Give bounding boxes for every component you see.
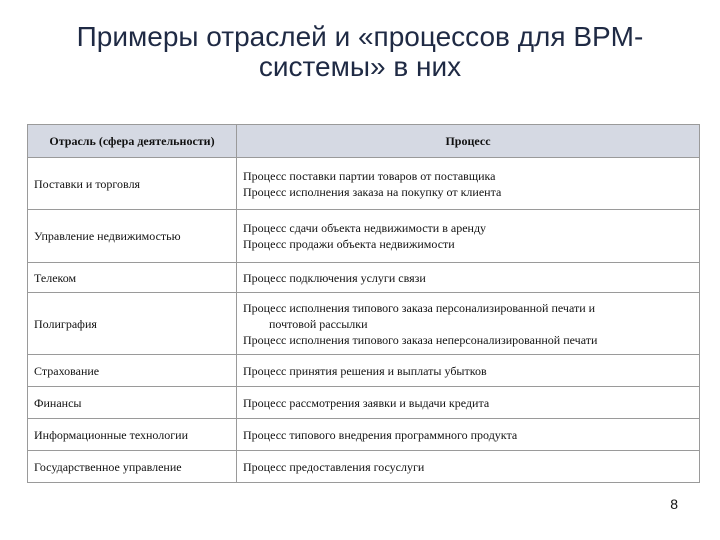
process-line: Процесс исполнения заказа на покупку от клиента [243, 184, 502, 199]
header-industry: Отрасль (сфера деятельности) [28, 125, 237, 158]
process-cell [237, 387, 700, 419]
process-line: Процесс продажи объекта недвижимости [243, 237, 455, 251]
industries-table [27, 124, 700, 483]
page-number: 8 [670, 496, 678, 512]
process-cell [237, 419, 700, 451]
process-line: Процесс предоставления госуслуги [243, 459, 425, 474]
process-cell [237, 158, 700, 210]
table-row [28, 387, 700, 419]
process-line: Процесс исполнения типового заказа неперсонализированной печати [243, 332, 598, 347]
industry-cell: Поставки и торговля [28, 158, 237, 210]
process-cell [237, 263, 700, 293]
table-row [28, 158, 700, 210]
industry-cell: Полиграфия [28, 293, 237, 355]
table-row [28, 355, 700, 387]
industry-cell: Управление недвижимостью [28, 210, 237, 263]
table-header-row [28, 125, 700, 158]
process-line: Процесс подключения услуги связи [243, 270, 426, 285]
table-row [28, 210, 700, 263]
process-cell [237, 355, 700, 387]
industry-cell: Телеком [28, 263, 237, 293]
table-row [28, 419, 700, 451]
industry-cell: Государственное управление [28, 451, 237, 483]
slide-title-line-2: системы» в них [258, 51, 462, 82]
process-line: Процесс исполнения типового заказа персонализированной печати и [243, 300, 596, 315]
industry-cell: Финансы [28, 387, 237, 419]
process-line: Процесс сдачи объекта недвижимости в аренду [243, 221, 487, 235]
header-process: Процесс [237, 125, 700, 158]
table-row [28, 293, 700, 355]
process-line: Процесс поставки партии товаров от поставщика [243, 168, 496, 183]
process-line: почтовой рассылки [269, 316, 368, 331]
slide-title [20, 22, 700, 82]
process-cell [237, 210, 700, 263]
process-line: Процесс принятия решения и выплаты убытков [243, 363, 487, 378]
process-line: Процесс рассмотрения заявки и выдачи кредита [243, 395, 490, 410]
table-row [28, 451, 700, 483]
process-cell [237, 293, 700, 355]
industry-cell: Страхование [28, 355, 237, 387]
industry-cell: Информационные технологии [28, 419, 237, 451]
slide-title-line-1: Примеры отраслей и «процессов для BPM- [76, 21, 644, 52]
process-line: Процесс типового внедрения программного продукта [243, 427, 518, 442]
table-row [28, 263, 700, 293]
process-cell [237, 451, 700, 483]
